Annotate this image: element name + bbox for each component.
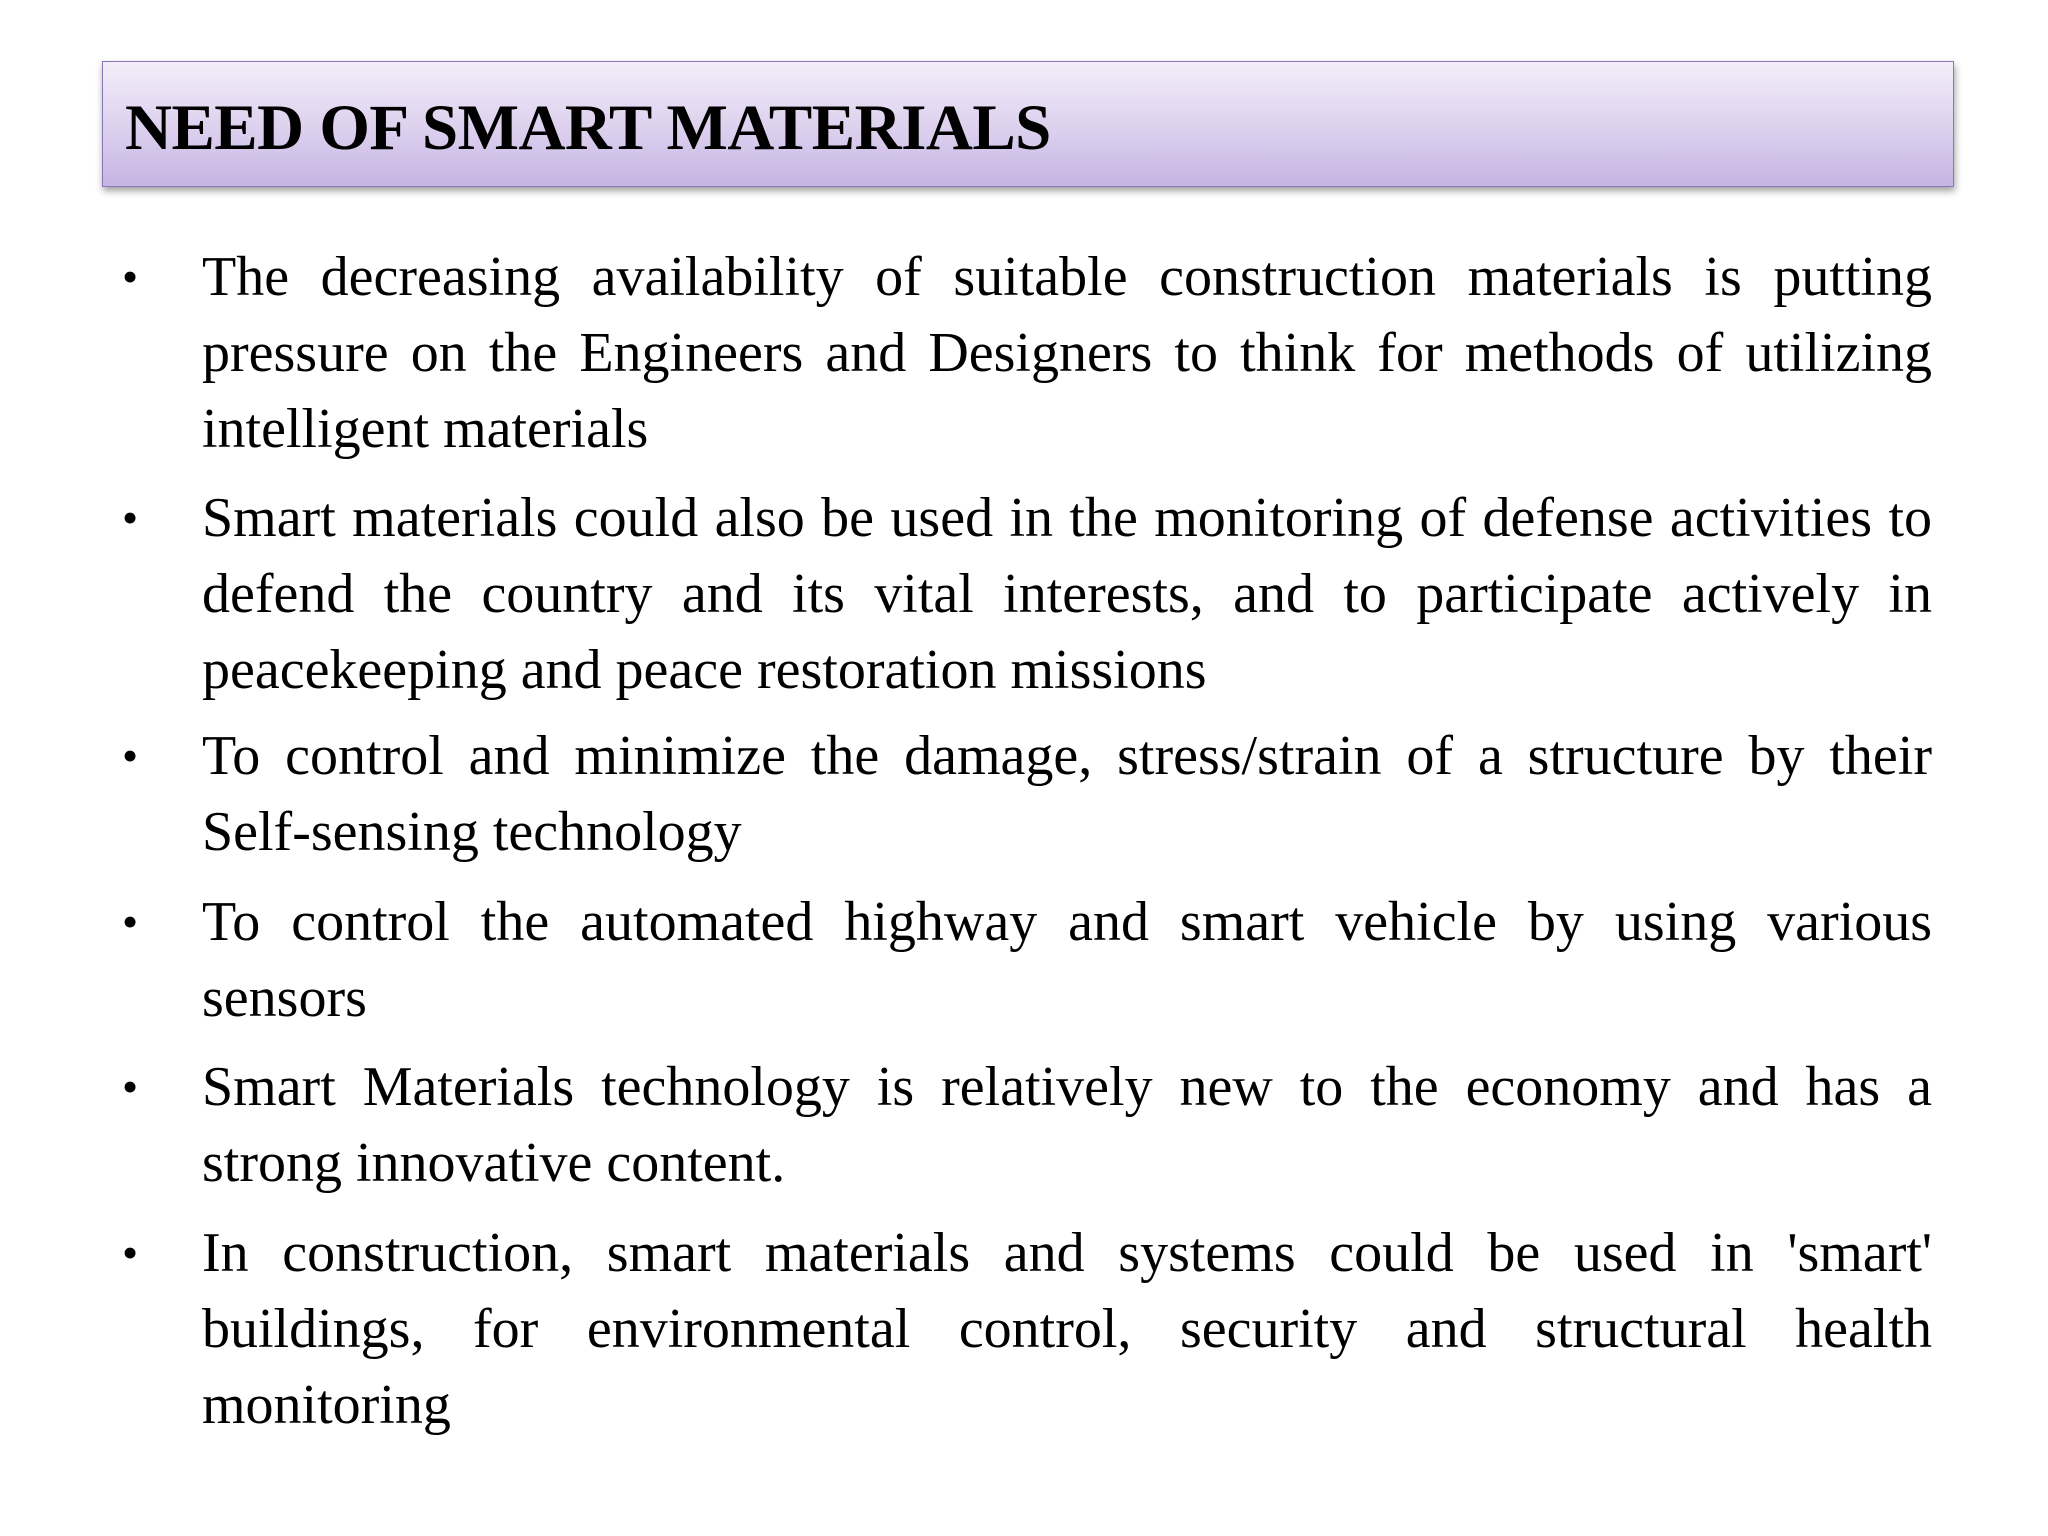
bullet-item	[120, 1049, 1932, 1201]
bullet-text: To control and minimize the damage, stress/strain of a structure by their Self-sensing technology	[202, 725, 1932, 863]
bullet-item	[120, 718, 1932, 870]
bullet-dot-icon: •	[122, 1061, 139, 1112]
bullet-dot-icon: •	[122, 896, 139, 947]
bullet-text: Smart materials could also be used in the monitoring of defense activities to defend the country and its vital interests, and to participate actively in peacekeeping and peace restoration missions	[202, 487, 1932, 701]
bullet-dot-icon: •	[122, 1227, 139, 1278]
bullet-dot-icon: •	[122, 251, 139, 302]
bullet-text: The decreasing availability of suitable construction materials is putting pressure on the Engineers and Designers to think for methods of utilizing intelligent materials	[202, 246, 1932, 460]
bullet-text: To control the automated highway and smart vehicle by using various sensors	[202, 891, 1932, 1029]
bullet-item	[120, 239, 1932, 467]
slide-title: NEED OF SMART MATERIALS	[125, 91, 1051, 164]
bullet-list	[120, 239, 1932, 1456]
bullet-item	[120, 1215, 1932, 1443]
bullet-item	[120, 884, 1932, 1036]
bullet-dot-icon: •	[122, 492, 139, 543]
slide-title-box	[102, 61, 1954, 187]
bullet-text: In construction, smart materials and systems could be used in 'smart' buildings, for environmental control, security and structural health monitoring	[202, 1222, 1932, 1436]
bullet-dot-icon: •	[122, 730, 139, 781]
bullet-text: Smart Materials technology is relatively new to the economy and has a strong innovative content.	[202, 1056, 1932, 1194]
bullet-item	[120, 480, 1932, 708]
